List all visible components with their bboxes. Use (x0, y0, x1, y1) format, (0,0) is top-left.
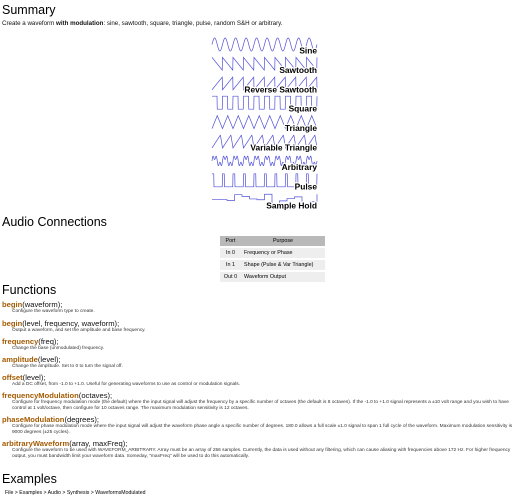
function-entry (2, 300, 520, 315)
summary-heading: Summary (2, 3, 56, 17)
square-label: Square (288, 103, 317, 114)
triangle-label: Triangle (284, 123, 317, 134)
function-description: Configure the waveform to be used with WAVEFORM_ARBITRARY. Array must be an array of 256 samples. Currently, the data is used without any filtering, which can cause aliasing with frequencies above 172 Hz. For higher frequency output, you must bandwidth limit your waveform data. Someday, "maxFreq" will be used to do this automatically. (12, 448, 511, 459)
port-column-header: Port (220, 236, 241, 247)
summary-intro (2, 20, 283, 27)
variable-triangle-label: Variable Triangle (250, 142, 317, 153)
table-header-row (220, 236, 325, 247)
function-signature (2, 415, 520, 424)
purpose-cell: Waveform Output (241, 271, 325, 282)
port-cell: In 1 (220, 259, 241, 271)
purpose-cell: Shape (Pulse & Var Triangle) (241, 259, 325, 271)
port-cell: Out 0 (220, 271, 241, 282)
function-name: begin (2, 319, 23, 328)
function-signature (2, 300, 520, 309)
sample-hold-label: Sample Hold (266, 200, 317, 211)
waveform-stack (212, 38, 317, 211)
function-entry (2, 355, 520, 370)
function-description: Configure for frequency modulation mode (the default) where the input signal will adjust the frequency by a specific number of octaves (the default is 8 octaves). If the -1.0 to +1.0 signal represents a ±10 volt range and you wish to have control at 1 volt/octave, then configure for 10 octaves range. The maximum modulation sensitivity is 12 octaves. (12, 400, 509, 411)
pulse-label: Pulse (294, 181, 317, 192)
function-name: phaseModulation (2, 415, 65, 424)
function-name: frequency (2, 337, 39, 346)
arbitrary-label: Arbitrary (281, 161, 317, 172)
function-name: frequencyModulation (2, 391, 79, 400)
function-args: (degrees); (64, 415, 100, 424)
function-args: (level, frequency, waveform); (22, 319, 120, 328)
function-entry (2, 391, 520, 412)
function-description: Change the base (unmodulated) frequency. (12, 346, 105, 351)
function-args: (freq); (38, 337, 59, 346)
function-signature (2, 373, 520, 382)
examples-heading: Examples (2, 472, 57, 486)
table-row (220, 259, 325, 271)
function-signature (2, 355, 520, 364)
function-entry (2, 373, 520, 388)
function-entry (2, 319, 520, 334)
function-description: Configure for phase modulation mode where the input signal will adjust the waveform phase angle a specific number of degrees. 180.0 allows a full scale ±1.0 signal to span 1 full cycle of the waveform. Maximum modulation sensitivity is 9000 degrees (±25 cycles). (12, 424, 513, 435)
function-signature (2, 439, 520, 448)
sine-label: Sine (299, 45, 317, 56)
example-breadcrumb: File > Examples > Audio > Synthesis > WaveformsModulated (5, 490, 146, 496)
waveform-figure (210, 36, 320, 212)
function-args: (level); (37, 355, 61, 364)
function-name: begin (2, 300, 23, 309)
audio-connections-heading: Audio Connections (2, 215, 107, 229)
purpose-cell: Frequency or Phase (241, 247, 325, 259)
reverse-sawtooth-label: Reverse Sawtooth (244, 84, 317, 95)
function-args: (octaves); (78, 391, 113, 400)
function-entry (2, 439, 520, 460)
functions-heading: Functions (2, 283, 57, 297)
intro-text-end: : sine, sawtooth, square, triangle, pulse, random S&H or arbitrary. (103, 20, 283, 27)
function-description: Change the amplitude. Set to 0 to turn the signal off. (12, 364, 123, 369)
intro-text-bold: with modulation (56, 20, 104, 27)
port-cell: In 0 (220, 247, 241, 259)
function-name: offset (2, 373, 23, 382)
audio-connections-table (220, 236, 325, 282)
function-description: Add a DC offset, from -1.0 to +1.0. Useful for generating waveforms to use as control or modulation signals. (12, 382, 241, 387)
function-signature (2, 337, 520, 346)
function-args: (array, maxFreq); (69, 439, 128, 448)
function-args: (waveform); (22, 300, 63, 309)
sawtooth-label: Sawtooth (279, 64, 317, 75)
function-name: arbitraryWaveform (2, 439, 70, 448)
function-args: (level); (22, 373, 46, 382)
intro-text-start: Create a waveform (2, 20, 56, 27)
function-entry (2, 415, 520, 436)
function-signature (2, 319, 520, 328)
function-description: Output a waveform, and set the amplitude and base frequency. (12, 328, 146, 333)
function-description: Configure the waveform type to create. (12, 309, 95, 314)
table-row (220, 247, 325, 259)
function-name: amplitude (2, 355, 38, 364)
function-signature (2, 391, 520, 400)
function-entry (2, 337, 520, 352)
purpose-column-header: Purpose (241, 236, 325, 247)
table-row (220, 271, 325, 282)
